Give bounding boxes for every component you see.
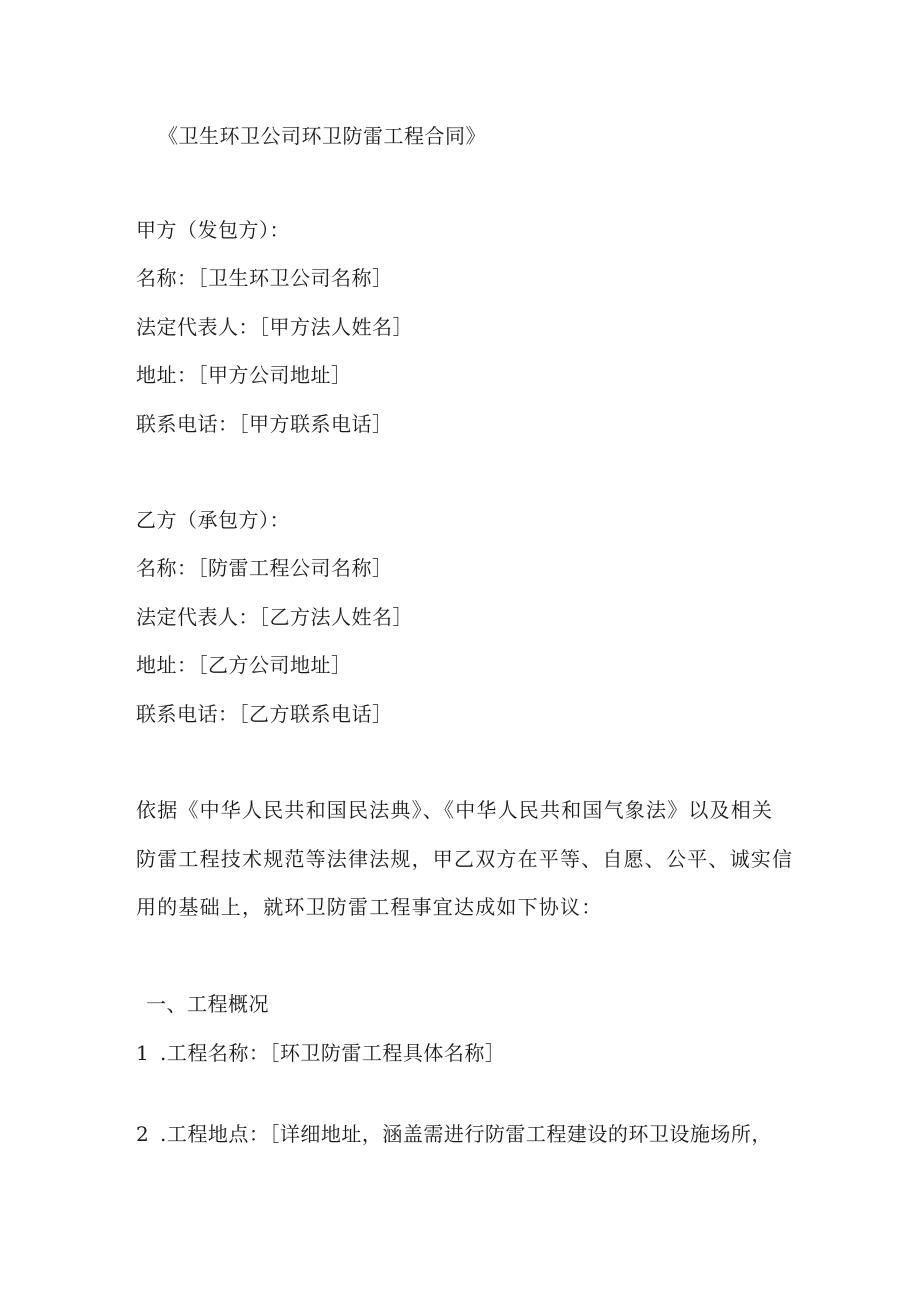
party-a-phone: 联系电话：［甲方联系电话］ xyxy=(136,412,393,436)
party-a-representative: 法定代表人：［甲方法人姓名］ xyxy=(136,315,413,339)
preamble-line: 依据《中华人民共和国民法典》、《中华人民共和国气象法》以及相关 xyxy=(136,798,774,822)
party-b-heading: 乙方（承包方）： xyxy=(136,508,290,532)
preamble-line: 防雷工程技术规范等法律法规，甲乙双方在平等、自愿、公平、诚实信 xyxy=(136,847,794,871)
section-heading: 一、工程概况 xyxy=(146,992,269,1016)
list-item xyxy=(136,1039,505,1067)
item-text: .工程地点：［详细地址，涵盖需进行防雷工程建设的环卫设施场所， xyxy=(160,1122,772,1146)
item-number: 2 xyxy=(136,1122,150,1146)
party-a-heading: 甲方（发包方）： xyxy=(136,218,290,242)
party-a-name: 名称：［卫生环卫公司名称］ xyxy=(136,266,393,290)
list-item xyxy=(136,1120,772,1148)
document-title: 《卫生环卫公司环卫防雷工程合同》 xyxy=(158,124,486,148)
party-b-representative: 法定代表人：［乙方法人姓名］ xyxy=(136,605,413,629)
party-b-name: 名称：［防雷工程公司名称］ xyxy=(136,556,393,580)
item-number: 1 xyxy=(136,1041,150,1065)
party-a-address: 地址：［甲方公司地址］ xyxy=(136,363,352,387)
item-text: .工程名称：［环卫防雷工程具体名称］ xyxy=(160,1041,506,1065)
preamble-line: 用的基础上，就环卫防雷工程事宜达成如下协议： xyxy=(136,895,603,919)
party-b-address: 地址：［乙方公司地址］ xyxy=(136,653,352,677)
party-b-phone: 联系电话：［乙方联系电话］ xyxy=(136,702,393,726)
